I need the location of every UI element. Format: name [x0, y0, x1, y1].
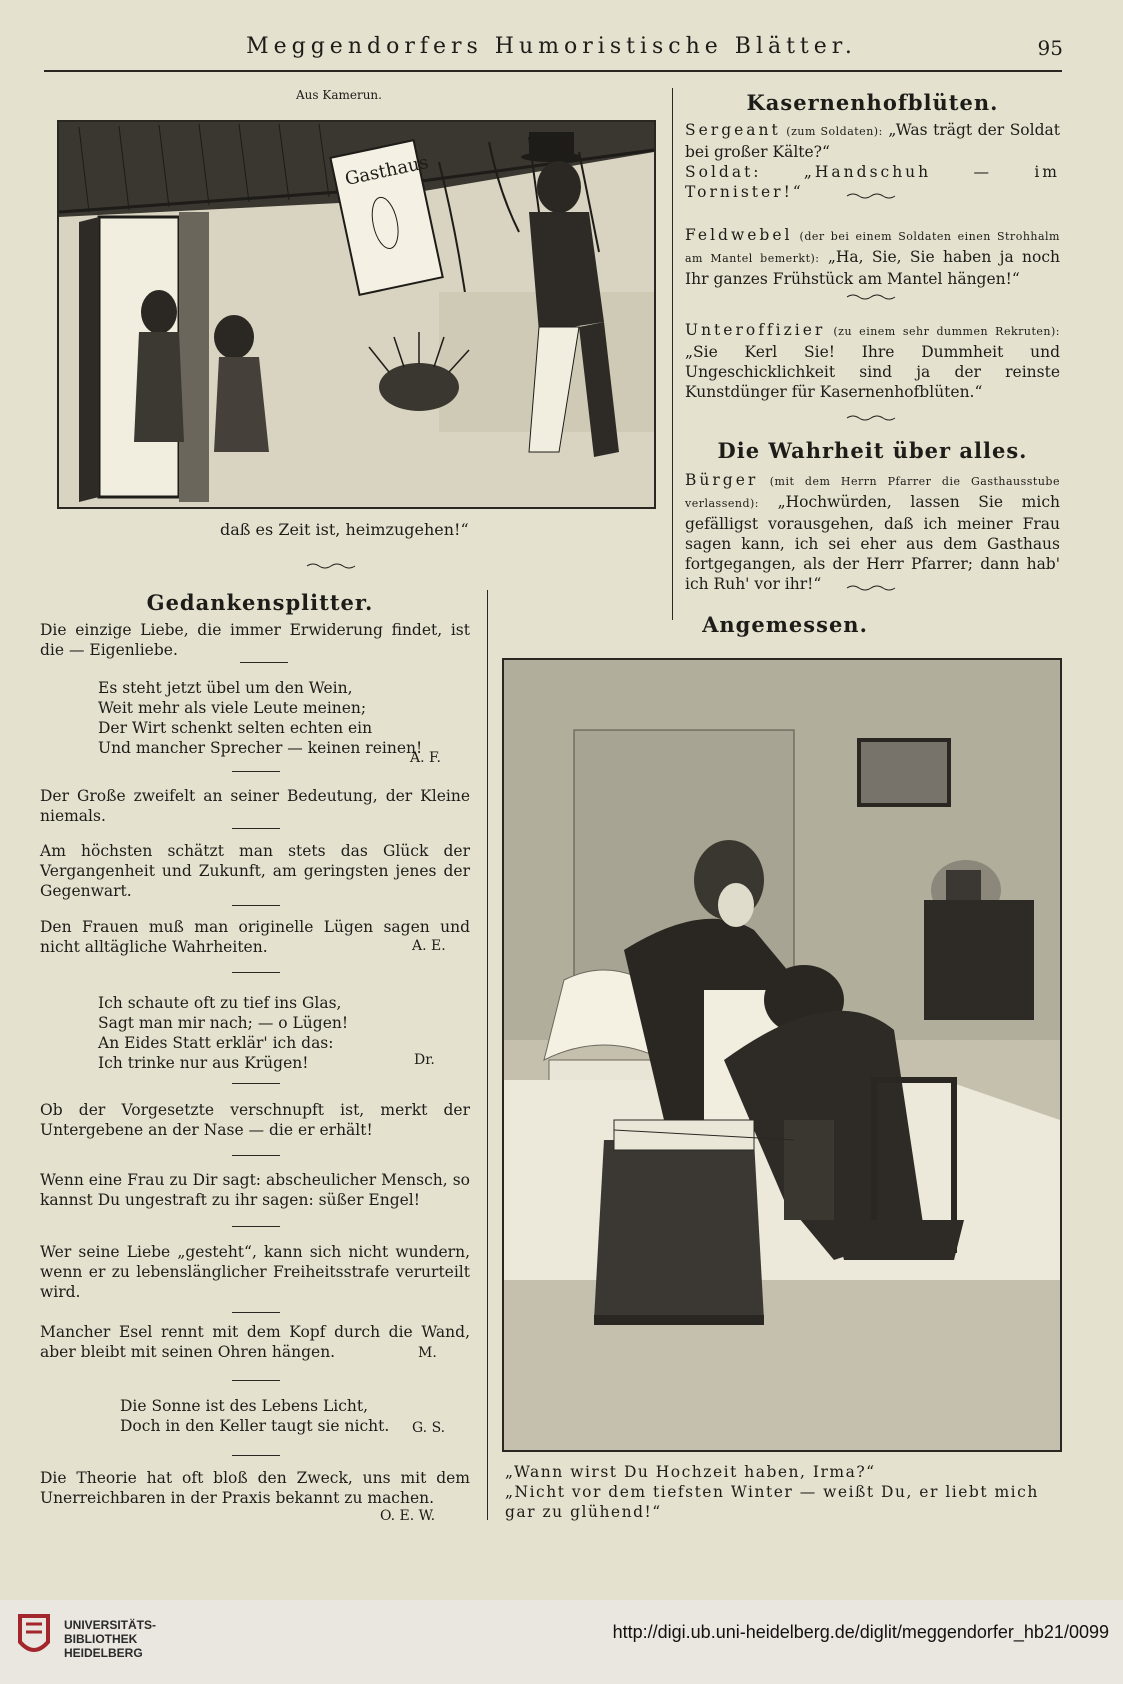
angemessen-caption-1: „Wann wirst Du Hochzeit haben, Irma?“	[505, 1463, 876, 1481]
separator-line	[232, 1226, 280, 1227]
verse2-signature: Dr.	[414, 1052, 435, 1068]
gedanken-p6: Wenn eine Frau zu Dir sagt: abscheulicher Mensch, so kannst Du ungestraft zu ihr sagen: süßer Engel!	[40, 1171, 470, 1209]
library-name-line-2: BIBLIOTHEK	[64, 1632, 138, 1646]
library-name	[64, 1618, 156, 1660]
column-rule-left	[487, 590, 488, 1520]
gedanken-p1: Die einzige Liebe, die immer Erwiderung findet, ist die — Eigenliebe.	[40, 621, 470, 659]
verse1-line-2: Weit mehr als viele Leute meinen;	[98, 699, 367, 717]
verse2-line-1: Ich schaute oft zu tief ins Glas,	[98, 994, 342, 1012]
divider-ornament	[845, 583, 899, 593]
verse3-line-2: Doch in den Keller taugt sie nicht.	[120, 1417, 390, 1435]
library-name-line-1: UNIVERSITÄTS-	[64, 1618, 157, 1632]
gedanken-verse-3	[120, 1396, 389, 1436]
separator-line	[232, 905, 280, 906]
gedanken-p3: Am höchsten schätzt man stets das Glück der Vergangenheit und Zukunft, am geringsten jenes der Gegenwart.	[40, 842, 470, 900]
gedanken-p5: Ob der Vorgesetzte verschnupft ist, merkt der Untergebene an der Nase — die er erhält!	[40, 1101, 470, 1139]
digitization-footer	[0, 1600, 1123, 1684]
cartoon-kamerun-drawing	[59, 122, 654, 507]
page-number: 95	[1037, 36, 1063, 60]
cartoon-caption: daß es Zeit ist, heimzugehen!“	[220, 520, 469, 539]
verse1-line-3: Der Wirt schenkt selten echten ein	[98, 719, 373, 737]
p4-signature: A. E.	[412, 938, 446, 954]
angemessen-drawing	[504, 660, 1060, 1450]
kasernen-s2-speaker: Feldwebel	[685, 226, 793, 244]
source-url-link[interactable]: http://digi.ub.uni-heidelberg.de/diglit/meggendorfer_hb21/0099	[612, 1622, 1109, 1642]
angemessen-caption-2: „Nicht vor dem tiefsten Winter — weißt Du, er liebt mich gar zu glühend!“	[505, 1483, 1039, 1521]
verse2-line-4: Ich trinke nur aus Krügen!	[98, 1054, 309, 1072]
divider-ornament	[845, 292, 899, 302]
separator-line	[232, 1380, 280, 1381]
separator-line	[232, 1312, 280, 1313]
gedanken-p8: Mancher Esel rennt mit dem Kopf durch die Wand, aber bleibt mit seinen Ohren hängen.	[40, 1323, 470, 1361]
verse3-signature: G. S.	[412, 1420, 446, 1436]
verse1-signature: A. F.	[410, 750, 441, 766]
separator-line	[240, 662, 288, 663]
gedanken-verse-1	[98, 678, 422, 758]
kasernen-s2-text: „Ha, Sie, Sie haben ja noch Ihr ganzes Frühstück am Mantel hängen!“	[685, 248, 1060, 288]
separator-line	[232, 1083, 280, 1084]
column-rule-top	[672, 88, 673, 620]
library-name-line-3: HEIDELBERG	[64, 1646, 143, 1660]
kasernen-item-3	[685, 320, 1060, 402]
separator-line	[232, 771, 280, 772]
wahrheit-note: (mit dem Herrn Pfarrer die Gasthausstube verlassend):	[685, 475, 1060, 510]
p8-signature: M.	[418, 1345, 437, 1361]
wahrheit-speaker: Bürger	[685, 471, 759, 489]
verse2-line-3: An Eides Statt erklär' ich das:	[98, 1034, 334, 1052]
divider-ornament	[305, 561, 359, 571]
kasernen-heading: Kasernenhofblüten.	[746, 90, 999, 115]
kasernen-s3-speaker: Unteroffizier	[685, 321, 826, 339]
university-seal-icon	[14, 1612, 56, 1660]
verse2-line-2: Sagt man mir nach; — o Lügen!	[98, 1014, 349, 1032]
gedanken-p2: Der Große zweifelt an seiner Bedeutung, der Kleine niemals.	[40, 787, 470, 825]
cartoon-kamerun	[57, 120, 656, 509]
gedanken-p4: Den Frauen muß man originelle Lügen sagen und nicht alltägliche Wahrheiten.	[40, 918, 470, 956]
kasernen-s1-note: (zum Soldaten):	[786, 125, 883, 138]
verse3-line-1: Die Sonne ist des Lebens Licht,	[120, 1397, 369, 1415]
gasthaus-sign-text: Gasthaus	[343, 151, 431, 191]
kasernen-item-1	[685, 120, 1060, 202]
gedanken-p9: Die Theorie hat oft bloß den Zweck, uns mit dem Unerreichbaren in der Praxis bekannt zu machen.	[40, 1469, 470, 1507]
gedanken-verse-2	[98, 993, 348, 1073]
wahrheit-text	[685, 470, 1060, 594]
separator-line	[232, 972, 280, 973]
angemessen-caption	[505, 1462, 1065, 1522]
verse1-line-1: Es steht jetzt übel um den Wein,	[98, 679, 353, 697]
wahrheit-heading: Die Wahrheit über alles.	[717, 438, 1028, 463]
separator-line	[232, 1155, 280, 1156]
angemessen-illustration	[502, 658, 1062, 1452]
kasernen-s3-note: (zu einem sehr dummen Rekruten):	[833, 325, 1060, 338]
kasernen-s1-reply: Soldat: „Handschuh — im Tornister!“	[685, 163, 1060, 201]
gedanken-p7: Wer seine Liebe „gesteht“, kann sich nicht wundern, wenn er zu lebenslänglicher Freiheitsstrafe verurteilt wird.	[40, 1243, 470, 1301]
p9-signature: O. E. W.	[380, 1508, 436, 1524]
kasernen-s3-text: „Sie Kerl Sie! Ihre Dummheit und Ungeschicklichkeit sind ja der reinste Kunstdünger für Kasernenhofblüten.“	[685, 343, 1060, 401]
angemessen-heading: Angemessen.	[702, 612, 868, 637]
divider-ornament	[845, 191, 899, 201]
kasernen-s2-note: (der bei einem Soldaten einen Strohhalm am Mantel bemerkt):	[685, 230, 1060, 265]
cartoon-label: Aus Kamerun.	[296, 88, 382, 102]
magazine-title: Meggendorfers Humoristische Blätter.	[246, 34, 857, 59]
kasernen-item-2	[685, 225, 1060, 289]
separator-line	[232, 828, 280, 829]
verse1-line-4: Und mancher Sprecher — keinen reinen!	[98, 739, 423, 757]
header-rule	[44, 70, 1062, 72]
kasernen-s1-text: „Was trägt der Soldat bei großer Kälte?“	[685, 121, 1060, 161]
gedanken-heading: Gedankensplitter.	[146, 590, 374, 615]
wahrheit-quote: „Hochwürden, lassen Sie mich gefälligst vorausgehen, daß ich meiner Frau sagen kann, ich sei eher aus dem Gasthaus fortgegangen, als der Herr Pfarrer; dann hab' ich Ruh' vor ihr!“	[685, 493, 1060, 593]
kasernen-s1-speaker: Sergeant	[685, 121, 781, 139]
divider-ornament	[845, 413, 899, 423]
page-header	[40, 34, 1063, 68]
separator-line	[232, 1455, 280, 1456]
